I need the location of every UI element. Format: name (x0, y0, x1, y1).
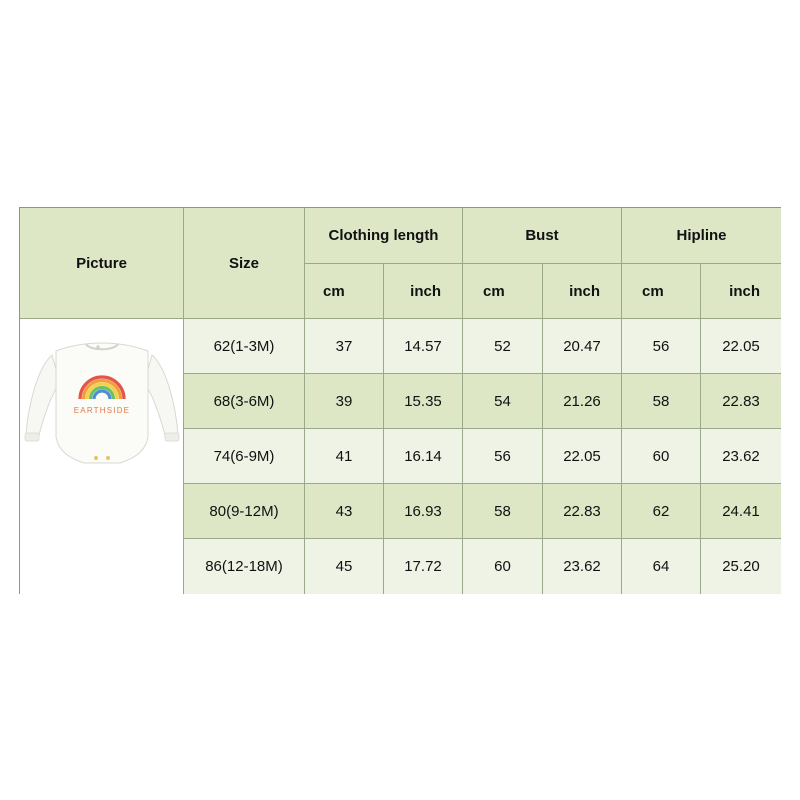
cell-size: 68(3-6M) (184, 374, 305, 429)
cell-len-in: 17.72 (384, 539, 463, 594)
baby-romper-image (22, 327, 182, 467)
header-clothing-length: Clothing length (305, 208, 463, 264)
unit-hip-inch: inch (701, 264, 781, 319)
header-hipline: Hipline (622, 208, 781, 264)
size-chart-table (19, 207, 781, 594)
cell-bust-cm: 58 (463, 484, 543, 539)
cell-bust-cm: 60 (463, 539, 543, 594)
cell-bust-in: 22.83 (543, 484, 622, 539)
picture-cell (20, 319, 184, 594)
cell-bust-in: 21.26 (543, 374, 622, 429)
cell-hip-cm: 58 (622, 374, 701, 429)
cell-len-in: 16.93 (384, 484, 463, 539)
cell-bust-in: 20.47 (543, 319, 622, 374)
unit-bust-inch: inch (543, 264, 622, 319)
cell-hip-in: 23.62 (701, 429, 781, 484)
cell-size: 86(12-18M) (184, 539, 305, 594)
cell-len-cm: 41 (305, 429, 384, 484)
cell-len-in: 14.57 (384, 319, 463, 374)
unit-length-cm: cm (305, 264, 384, 319)
header-size: Size (184, 208, 305, 319)
unit-hip-cm: cm (622, 264, 701, 319)
cell-size: 62(1-3M) (184, 319, 305, 374)
cell-size: 80(9-12M) (184, 484, 305, 539)
cell-bust-cm: 54 (463, 374, 543, 429)
header-picture: Picture (20, 208, 184, 319)
print-text: EARTHSIDE (73, 406, 130, 415)
unit-length-inch: inch (384, 264, 463, 319)
cell-hip-cm: 64 (622, 539, 701, 594)
cell-bust-cm: 52 (463, 319, 543, 374)
cell-hip-cm: 60 (622, 429, 701, 484)
cell-bust-in: 22.05 (543, 429, 622, 484)
cell-len-cm: 39 (305, 374, 384, 429)
cell-bust-cm: 56 (463, 429, 543, 484)
cell-hip-in: 25.20 (701, 539, 781, 594)
cell-len-cm: 45 (305, 539, 384, 594)
cell-len-cm: 43 (305, 484, 384, 539)
cell-bust-in: 23.62 (543, 539, 622, 594)
unit-bust-cm: cm (463, 264, 543, 319)
cell-hip-cm: 62 (622, 484, 701, 539)
header-bust: Bust (463, 208, 622, 264)
cell-len-in: 15.35 (384, 374, 463, 429)
cell-hip-in: 24.41 (701, 484, 781, 539)
cell-size: 74(6-9M) (184, 429, 305, 484)
cell-len-in: 16.14 (384, 429, 463, 484)
cell-hip-in: 22.05 (701, 319, 781, 374)
cell-hip-cm: 56 (622, 319, 701, 374)
cell-len-cm: 37 (305, 319, 384, 374)
cell-hip-in: 22.83 (701, 374, 781, 429)
